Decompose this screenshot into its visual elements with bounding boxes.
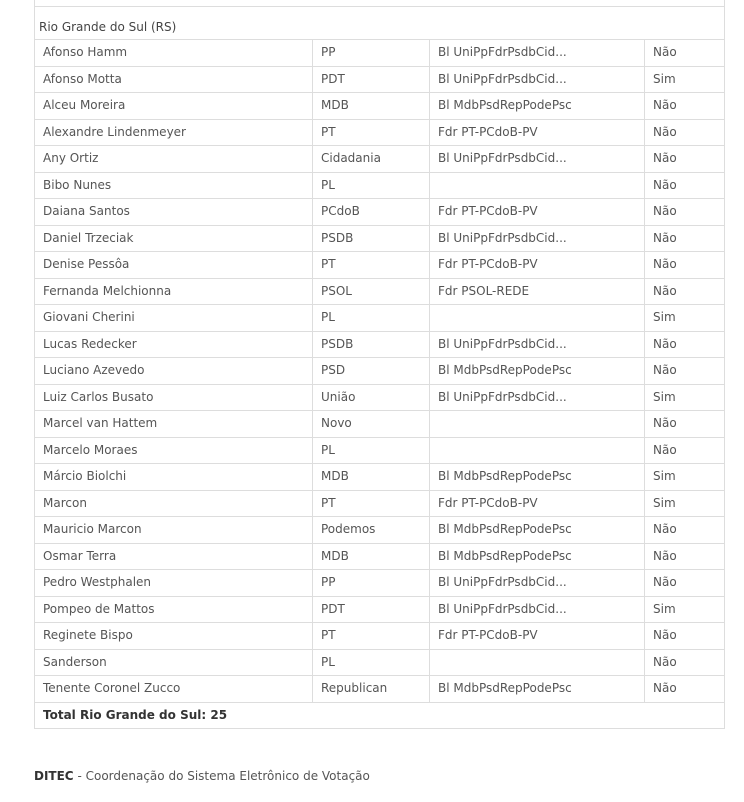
votes-table <box>34 0 725 729</box>
cell-bloc: Bl UniPpFdrPsdbCid... <box>430 331 645 358</box>
cell-vote: Não <box>645 358 725 385</box>
cell-name: Reginete Bispo <box>35 623 313 650</box>
table-row <box>35 278 725 305</box>
table-row <box>35 649 725 676</box>
cell-vote: Não <box>645 649 725 676</box>
cell-bloc: Bl UniPpFdrPsdbCid... <box>430 40 645 67</box>
cell-name: Márcio Biolchi <box>35 464 313 491</box>
cell-party: PSDB <box>313 225 430 252</box>
cell-vote: Não <box>645 331 725 358</box>
cell-name: Pedro Westphalen <box>35 570 313 597</box>
cell-bloc: Bl MdbPsdRepPodePsc <box>430 517 645 544</box>
cell-bloc: Fdr PT-PCdoB-PV <box>430 199 645 226</box>
table-row <box>35 411 725 438</box>
table-row <box>35 517 725 544</box>
cell-name: Alexandre Lindenmeyer <box>35 119 313 146</box>
cell-name: Giovani Cherini <box>35 305 313 332</box>
cell-bloc: Bl UniPpFdrPsdbCid... <box>430 66 645 93</box>
cell-bloc: Fdr PSOL-REDE <box>430 278 645 305</box>
cell-vote: Não <box>645 252 725 279</box>
cell-name: Fernanda Melchionna <box>35 278 313 305</box>
cell-party: PT <box>313 490 430 517</box>
cell-name: Alceu Moreira <box>35 93 313 120</box>
cell-name: Afonso Motta <box>35 66 313 93</box>
cell-vote: Não <box>645 172 725 199</box>
table-row <box>35 305 725 332</box>
cell-party: PDT <box>313 596 430 623</box>
table-row <box>35 570 725 597</box>
cell-party: Republican <box>313 676 430 703</box>
cell-bloc: Bl MdbPsdRepPodePsc <box>430 543 645 570</box>
cell-name: Osmar Terra <box>35 543 313 570</box>
footer <box>34 769 370 783</box>
cell-bloc: Fdr PT-PCdoB-PV <box>430 119 645 146</box>
cell-bloc <box>430 172 645 199</box>
cell-party: PCdoB <box>313 199 430 226</box>
table-row <box>35 596 725 623</box>
cell-bloc: Bl UniPpFdrPsdbCid... <box>430 570 645 597</box>
cell-vote: Não <box>645 411 725 438</box>
cell-party: PDT <box>313 66 430 93</box>
cell-vote: Não <box>645 119 725 146</box>
cell-name: Luiz Carlos Busato <box>35 384 313 411</box>
cell-name: Daiana Santos <box>35 199 313 226</box>
cell-bloc: Fdr PT-PCdoB-PV <box>430 490 645 517</box>
state-header: Rio Grande do Sul (RS) <box>35 7 725 40</box>
cell-party: PP <box>313 570 430 597</box>
table-row <box>35 199 725 226</box>
cell-vote: Não <box>645 570 725 597</box>
table-row <box>35 331 725 358</box>
cell-bloc: Bl UniPpFdrPsdbCid... <box>430 225 645 252</box>
cell-bloc <box>430 411 645 438</box>
total-row <box>35 702 725 728</box>
table-row <box>35 384 725 411</box>
cell-name: Sanderson <box>35 649 313 676</box>
cell-vote: Sim <box>645 305 725 332</box>
table-row <box>35 40 725 67</box>
cell-party: PSD <box>313 358 430 385</box>
cell-vote: Sim <box>645 384 725 411</box>
cell-vote: Não <box>645 40 725 67</box>
cell-party: MDB <box>313 543 430 570</box>
cell-party: PSOL <box>313 278 430 305</box>
cell-bloc: Fdr PT-PCdoB-PV <box>430 623 645 650</box>
cell-party: PT <box>313 623 430 650</box>
cell-vote: Sim <box>645 464 725 491</box>
cell-name: Luciano Azevedo <box>35 358 313 385</box>
table-row <box>35 225 725 252</box>
cell-vote: Não <box>645 437 725 464</box>
cell-name: Marcelo Moraes <box>35 437 313 464</box>
cell-vote: Sim <box>645 596 725 623</box>
cell-bloc: Bl UniPpFdrPsdbCid... <box>430 146 645 173</box>
cell-bloc: Bl MdbPsdRepPodePsc <box>430 358 645 385</box>
table-row <box>35 172 725 199</box>
cell-name: Mauricio Marcon <box>35 517 313 544</box>
cell-vote: Sim <box>645 66 725 93</box>
votes-section <box>34 0 724 729</box>
cell-vote: Não <box>645 517 725 544</box>
cell-party: MDB <box>313 464 430 491</box>
footer-org: DITEC <box>34 769 74 783</box>
cell-party: PT <box>313 119 430 146</box>
cell-vote: Não <box>645 623 725 650</box>
cell-bloc: Bl UniPpFdrPsdbCid... <box>430 384 645 411</box>
table-row <box>35 252 725 279</box>
cell-bloc: Bl MdbPsdRepPodePsc <box>430 93 645 120</box>
table-row <box>35 358 725 385</box>
cell-bloc: Bl MdbPsdRepPodePsc <box>430 676 645 703</box>
cell-party: PL <box>313 172 430 199</box>
cell-bloc <box>430 437 645 464</box>
cell-name: Denise Pessôa <box>35 252 313 279</box>
cell-name: Pompeo de Mattos <box>35 596 313 623</box>
table-row <box>35 119 725 146</box>
table-row <box>35 623 725 650</box>
footer-description: Coordenação do Sistema Eletrônico de Votação <box>85 769 370 783</box>
table-row <box>35 437 725 464</box>
cell-vote: Sim <box>645 490 725 517</box>
cell-name: Afonso Hamm <box>35 40 313 67</box>
cell-party: PP <box>313 40 430 67</box>
cell-name: Any Ortiz <box>35 146 313 173</box>
table-row <box>35 543 725 570</box>
cell-party: PL <box>313 649 430 676</box>
cell-vote: Não <box>645 676 725 703</box>
cell-vote: Não <box>645 199 725 226</box>
table-row <box>35 676 725 703</box>
cell-bloc <box>430 305 645 332</box>
cell-party: Cidadania <box>313 146 430 173</box>
table-row <box>35 146 725 173</box>
cell-name: Marcel van Hattem <box>35 411 313 438</box>
cell-name: Lucas Redecker <box>35 331 313 358</box>
cell-party: União <box>313 384 430 411</box>
cell-vote: Não <box>645 225 725 252</box>
table-row <box>35 66 725 93</box>
cell-name: Marcon <box>35 490 313 517</box>
cell-vote: Não <box>645 543 725 570</box>
cell-bloc: Fdr PT-PCdoB-PV <box>430 252 645 279</box>
cell-party: Podemos <box>313 517 430 544</box>
cell-party: PSDB <box>313 331 430 358</box>
state-header-row <box>35 7 725 40</box>
cell-bloc <box>430 649 645 676</box>
cell-vote: Não <box>645 93 725 120</box>
cell-party: PL <box>313 305 430 332</box>
cell-name: Tenente Coronel Zucco <box>35 676 313 703</box>
cell-bloc: Bl UniPpFdrPsdbCid... <box>430 596 645 623</box>
table-row <box>35 464 725 491</box>
cell-party: PT <box>313 252 430 279</box>
cell-party: PL <box>313 437 430 464</box>
cell-vote: Não <box>645 146 725 173</box>
table-row <box>35 93 725 120</box>
cell-vote: Não <box>645 278 725 305</box>
cell-name: Bibo Nunes <box>35 172 313 199</box>
cell-party: Novo <box>313 411 430 438</box>
votes-table-body <box>35 0 725 728</box>
table-row <box>35 490 725 517</box>
cell-bloc: Bl MdbPsdRepPodePsc <box>430 464 645 491</box>
footer-separator: - <box>73 769 86 783</box>
cell-name: Daniel Trzeciak <box>35 225 313 252</box>
cell-party: MDB <box>313 93 430 120</box>
total-label: Total Rio Grande do Sul: 25 <box>35 702 725 728</box>
